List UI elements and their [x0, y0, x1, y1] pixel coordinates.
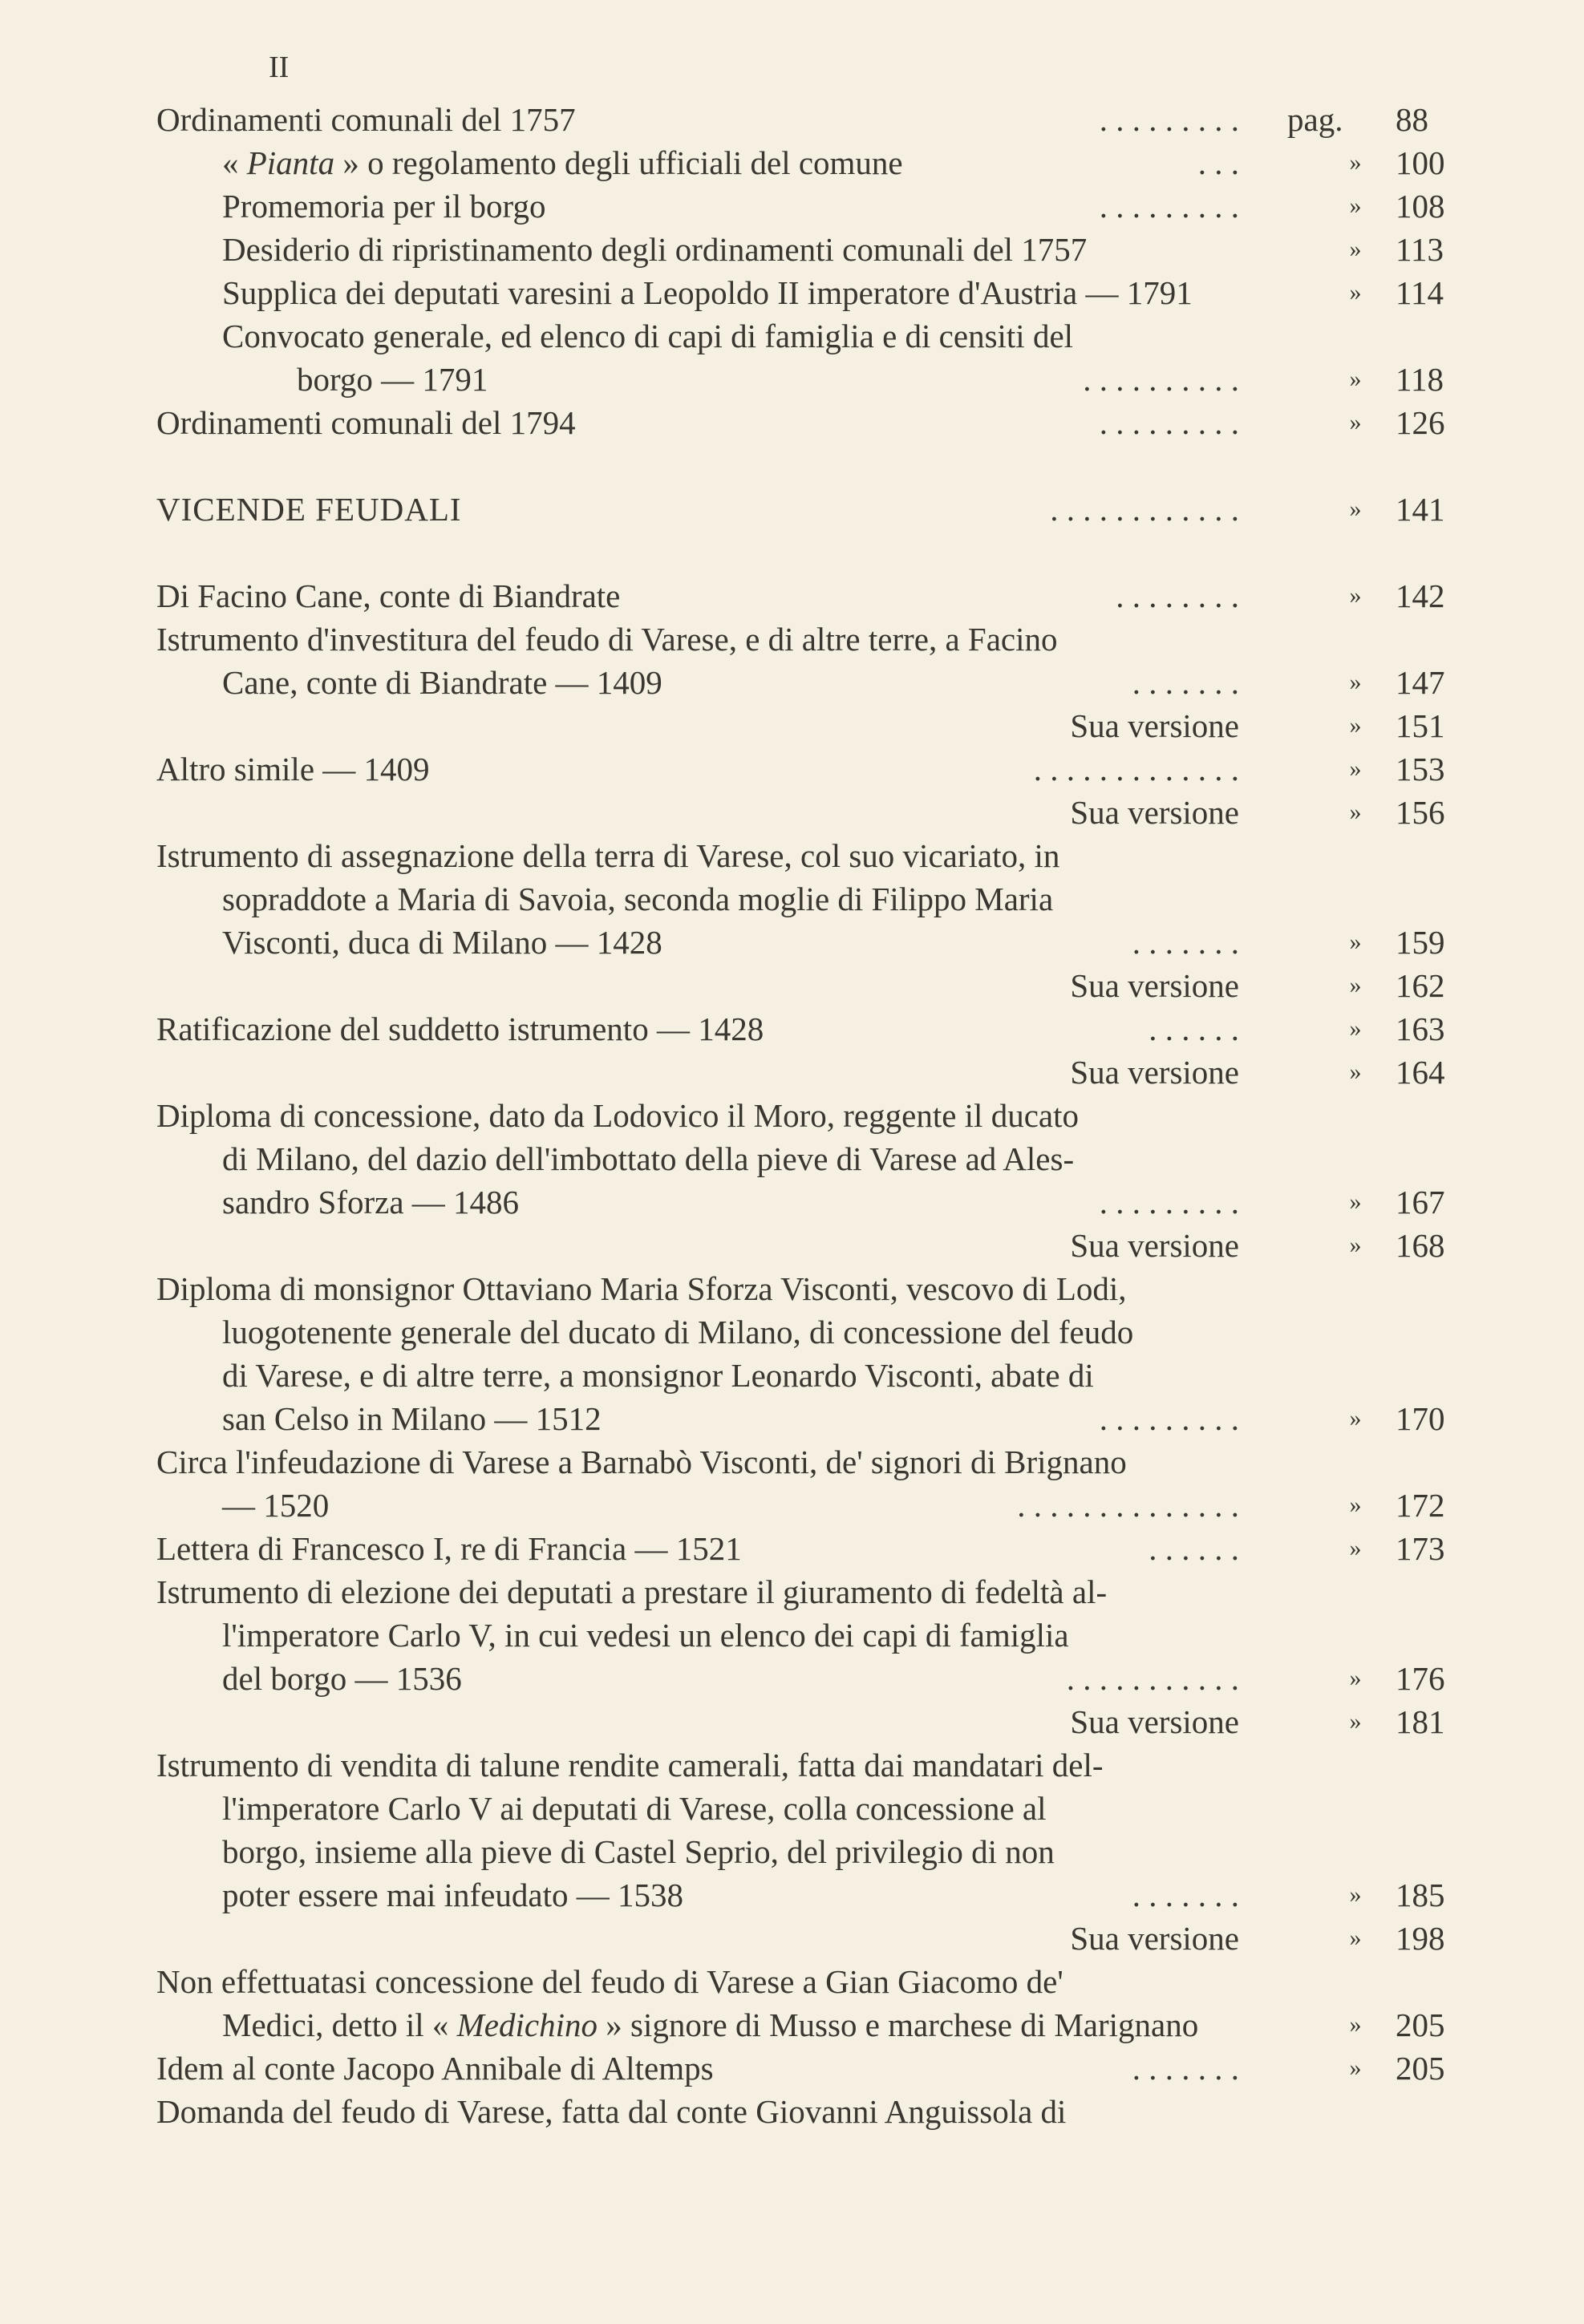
toc-entry — [156, 1484, 1456, 1527]
toc-version-label: Sua versione — [1070, 967, 1239, 1004]
toc-entry — [156, 574, 1456, 617]
toc-ditto-mark: » — [1349, 1492, 1362, 1518]
toc-entry — [156, 834, 1456, 877]
toc-leader-dots: . . . . . . . . . . . — [1066, 1660, 1239, 1697]
toc-entry — [156, 704, 1456, 747]
toc-entry-title: Diploma di monsignor Ottaviano Maria Sforza Visconti, vescovo di Lodi, — [156, 1270, 1127, 1307]
toc-entry-title: Istrumento di vendita di talune rendite camerali, fatta dai mandatari del- — [156, 1747, 1104, 1783]
toc-version-label: Sua versione — [1070, 794, 1239, 831]
toc-entry — [156, 141, 1456, 184]
toc-page-number: 114 — [1396, 274, 1444, 311]
toc-entry-title: Istrumento di elezione dei deputati a prestare il giuramento di fedeltà al- — [156, 1573, 1108, 1610]
toc-entry-title: Idem al conte Jacopo Annibale di Altemps — [156, 2050, 714, 2087]
toc-entry — [156, 1787, 1456, 1830]
toc-entry — [156, 1310, 1456, 1354]
toc-page-number: 113 — [1396, 231, 1444, 268]
toc-leader-dots: . . . . . . . . . . . . . — [1033, 751, 1239, 787]
toc-entry — [156, 271, 1456, 314]
toc-page-number: 170 — [1396, 1400, 1445, 1437]
toc-title-italic: Pianta — [246, 144, 335, 181]
toc-page-number: 151 — [1396, 707, 1445, 744]
toc-entry — [156, 1267, 1456, 1310]
toc-entry-title: sandro Sforza — 1486 — [222, 1184, 520, 1221]
toc-entry — [156, 1743, 1456, 1787]
toc-ditto-mark: » — [1349, 755, 1362, 782]
toc-entry — [156, 1570, 1456, 1613]
toc-leader-dots: . . . . . . . . . — [1099, 101, 1239, 138]
toc-entry-title: luogotenente generale del ducato di Milano, di concessione del feudo — [222, 1314, 1134, 1350]
toc-ditto-mark: » — [1349, 149, 1362, 176]
toc-leader-dots: . . . . . . . . . — [1099, 1400, 1239, 1437]
toc-page-number: 176 — [1396, 1660, 1445, 1697]
toc-page-number: 147 — [1396, 664, 1445, 701]
toc-ditto-mark: » — [1349, 366, 1362, 392]
toc-pag-label: pag. — [1287, 101, 1343, 138]
toc-entry-title: Cane, conte di Biandrate — 1409 — [222, 664, 662, 701]
toc-entry-title: di Varese, e di altre terre, a monsignor Leonardo Visconti, abate di — [222, 1357, 1094, 1394]
toc-entry — [156, 1397, 1456, 1440]
toc-leader-dots: . . . . . . . . . — [1099, 1184, 1239, 1221]
toc-page-number: 159 — [1396, 924, 1445, 961]
toc-entry — [156, 2003, 1456, 2047]
toc-entry — [156, 314, 1456, 358]
toc-leader-dots: . . . . . . . — [1132, 664, 1239, 701]
toc-leader-dots: . . . . . . . . — [1116, 577, 1239, 614]
toc-page-number: 205 — [1396, 2006, 1445, 2043]
toc-entry — [156, 1051, 1456, 1094]
toc-page-number: 167 — [1396, 1184, 1445, 1221]
toc-leader-dots: . . . . . . . — [1132, 1877, 1239, 1913]
toc-page-number: 172 — [1396, 1487, 1445, 1524]
toc-leader-dots: . . . . . . . . . — [1099, 404, 1239, 441]
toc-entry-title: l'imperatore Carlo V, in cui vedesi un elenco dei capi di famiglia — [222, 1617, 1069, 1654]
toc-page-number: 198 — [1396, 1920, 1445, 1957]
toc-page-number: 162 — [1396, 967, 1445, 1004]
page-folio: II — [269, 51, 290, 84]
toc-ditto-mark: » — [1349, 236, 1362, 262]
toc-ditto-mark: » — [1349, 1925, 1362, 1951]
toc-ditto-mark: » — [1349, 1881, 1362, 1908]
toc-ditto-mark: » — [1349, 669, 1362, 695]
toc-entry — [156, 964, 1456, 1007]
toc-ditto-mark: » — [1349, 1015, 1362, 1042]
toc-entry-title — [222, 141, 903, 184]
toc-leader-dots: . . . . . . . . . . — [1083, 361, 1239, 398]
toc-leader-dots: . . . . . . . . . — [1099, 188, 1239, 225]
toc-ditto-mark: » — [1349, 496, 1362, 522]
toc-ditto-mark: » — [1349, 2055, 1362, 2081]
toc-entry — [156, 921, 1456, 964]
toc-entry-title: l'imperatore Carlo V ai deputati di Varese, colla concessione al — [222, 1790, 1047, 1827]
toc-version-label: Sua versione — [1070, 1054, 1239, 1091]
toc-entry — [156, 1873, 1456, 1917]
toc-entry — [156, 877, 1456, 921]
toc-entry — [156, 1180, 1456, 1224]
toc-ditto-mark: » — [1349, 1708, 1362, 1735]
toc-entry — [156, 1700, 1456, 1743]
toc-entry — [156, 1094, 1456, 1137]
toc-leader-dots: . . . — [1197, 144, 1239, 181]
toc-page-number: 163 — [1396, 1010, 1445, 1047]
toc-entry-title: — 1520 — [222, 1487, 330, 1524]
table-of-contents — [156, 98, 1456, 2133]
toc-ditto-mark: » — [1349, 712, 1362, 739]
toc-page-number: 164 — [1396, 1054, 1445, 1091]
toc-entry — [156, 1354, 1456, 1397]
toc-entry — [156, 791, 1456, 834]
toc-ditto-mark: » — [1349, 799, 1362, 825]
toc-ditto-mark: » — [1349, 1405, 1362, 1431]
toc-entry — [156, 401, 1456, 444]
toc-entry — [156, 2047, 1456, 2090]
toc-entry — [156, 1007, 1456, 1051]
toc-ditto-mark: » — [1349, 192, 1362, 219]
toc-entry-title: Ordinamenti comunali del 1757 — [156, 101, 576, 138]
toc-page-number: 185 — [1396, 1877, 1445, 1913]
toc-version-label: Sua versione — [1070, 1703, 1239, 1740]
toc-entry-title: poter essere mai infeudato — 1538 — [222, 1877, 683, 1913]
toc-ditto-mark: » — [1349, 1188, 1362, 1215]
toc-title-italic: Medichino — [456, 2006, 598, 2043]
toc-title-suffix: » o regolamento degli ufficiali del comune — [334, 144, 903, 181]
toc-entry-title: Ratificazione del suddetto istrumento — 1428 — [156, 1010, 764, 1047]
toc-leader-dots: . . . . . . — [1149, 1010, 1239, 1047]
toc-entry-title: Ordinamenti comunali del 1794 — [156, 404, 576, 441]
toc-ditto-mark: » — [1349, 1059, 1362, 1085]
toc-entry — [156, 1613, 1456, 1657]
toc-page-number: 173 — [1396, 1530, 1445, 1567]
toc-page-number: 108 — [1396, 188, 1445, 225]
toc-ditto-mark: » — [1349, 2011, 1362, 2038]
toc-leader-dots: . . . . . . . . . . . . . . — [1017, 1487, 1239, 1524]
toc-entry-title: Istrumento di assegnazione della terra di Varese, col suo vicariato, in — [156, 837, 1060, 874]
toc-entry-title: Altro simile — 1409 — [156, 751, 430, 787]
toc-leader-dots: . . . . . . . — [1132, 2050, 1239, 2087]
toc-ditto-mark: » — [1349, 1232, 1362, 1258]
toc-entry-title: del borgo — 1536 — [222, 1660, 462, 1697]
toc-entry-title: san Celso in Milano — 1512 — [222, 1400, 602, 1437]
toc-entry-title: Istrumento d'investitura del feudo di Varese, e di altre terre, a Facino — [156, 621, 1058, 658]
toc-ditto-mark: » — [1349, 279, 1362, 306]
toc-entry-title: Circa l'infeudazione di Varese a Barnabò Visconti, de' signori di Brignano — [156, 1443, 1127, 1480]
toc-entry-title: Visconti, duca di Milano — 1428 — [222, 924, 662, 961]
toc-leader-dots: . . . . . . . — [1132, 924, 1239, 961]
toc-page-number: 168 — [1396, 1227, 1445, 1264]
toc-entry-title: borgo — 1791 — [297, 361, 488, 398]
toc-entry-title — [222, 2003, 1198, 2047]
toc-page-number: 118 — [1396, 361, 1444, 398]
toc-title-prefix: Medici, detto il « — [222, 2006, 457, 2043]
toc-entry-title: borgo, insieme alla pieve di Castel Seprio, del privilegio di non — [222, 1833, 1055, 1870]
toc-ditto-mark: » — [1349, 972, 1362, 998]
toc-ditto-mark: » — [1349, 929, 1362, 955]
toc-entry-title: di Milano, del dazio dell'imbottato della pieve di Varese ad Ales- — [222, 1140, 1075, 1177]
toc-entry — [156, 1830, 1456, 1873]
toc-entry — [156, 661, 1456, 704]
toc-leader-dots: . . . . . . — [1149, 1530, 1239, 1567]
toc-page-number: 156 — [1396, 794, 1445, 831]
toc-entry-title: Convocato generale, ed elenco di capi di famiglia e di censiti del — [222, 318, 1074, 354]
toc-entry — [156, 228, 1456, 271]
toc-version-label: Sua versione — [1070, 707, 1239, 744]
toc-entry — [156, 1657, 1456, 1700]
toc-entry — [156, 1440, 1456, 1484]
toc-entry-title: Non effettuatasi concessione del feudo di Varese a Gian Giacomo de' — [156, 1963, 1063, 2000]
toc-page-number: 153 — [1396, 751, 1445, 787]
toc-entry — [156, 2090, 1456, 2133]
toc-page-number: 142 — [1396, 577, 1445, 614]
toc-entry — [156, 617, 1456, 661]
toc-page-number: 88 — [1396, 101, 1428, 138]
toc-entry — [156, 747, 1456, 791]
toc-page-number: 126 — [1396, 404, 1445, 441]
toc-entry-title: Lettera di Francesco I, re di Francia — 1521 — [156, 1530, 742, 1567]
toc-entry — [156, 488, 1456, 531]
toc-entry — [156, 1137, 1456, 1180]
toc-entry-title: Supplica dei deputati varesini a Leopoldo II imperatore d'Austria — 1791 — [222, 274, 1193, 311]
toc-entry — [156, 1917, 1456, 1960]
toc-entry — [156, 1224, 1456, 1267]
toc-entry-title: sopraddote a Maria di Savoia, seconda moglie di Filippo Maria — [222, 881, 1054, 917]
toc-entry — [156, 98, 1456, 141]
toc-version-label: Sua versione — [1070, 1227, 1239, 1264]
toc-title-prefix: « — [222, 144, 247, 181]
toc-page-number: 141 — [1396, 491, 1445, 528]
toc-entry — [156, 1960, 1456, 2003]
toc-entry — [156, 1527, 1456, 1570]
toc-entry-title: VICENDE FEUDALI — [156, 491, 462, 528]
toc-entry — [156, 358, 1456, 401]
toc-entry-title: Domanda del feudo di Varese, fatta dal conte Giovanni Anguissola di — [156, 2093, 1067, 2130]
toc-entry-title: Desiderio di ripristinamento degli ordinamenti comunali del 1757 — [222, 231, 1088, 268]
toc-ditto-mark: » — [1349, 1665, 1362, 1691]
toc-entry-title: Promemoria per il borgo — [222, 188, 546, 225]
toc-leader-dots: . . . . . . . . . . . . — [1050, 491, 1239, 528]
toc-page-number: 100 — [1396, 144, 1445, 181]
toc-ditto-mark: » — [1349, 582, 1362, 609]
toc-entry-title: Diploma di concessione, dato da Lodovico il Moro, reggente il ducato — [156, 1097, 1079, 1134]
toc-ditto-mark: » — [1349, 409, 1362, 435]
toc-entry-title: Di Facino Cane, conte di Biandrate — [156, 577, 621, 614]
toc-version-label: Sua versione — [1070, 1920, 1239, 1957]
toc-ditto-mark: » — [1349, 1535, 1362, 1561]
toc-page-number: 205 — [1396, 2050, 1445, 2087]
toc-title-suffix: » signore di Musso e marchese di Marignano — [598, 2006, 1199, 2043]
toc-page-number: 181 — [1396, 1703, 1445, 1740]
toc-entry — [156, 184, 1456, 228]
